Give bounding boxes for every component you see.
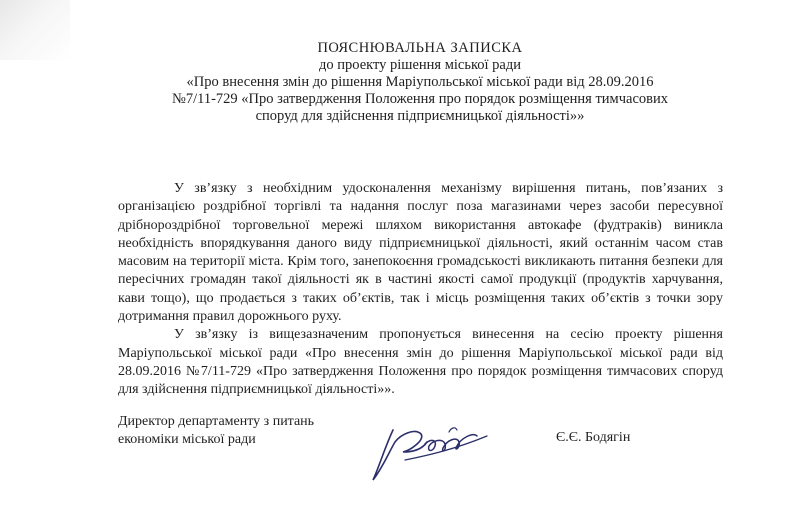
- document-header: [100, 40, 740, 125]
- position-line-2: економіки міської ради: [118, 432, 256, 447]
- subtitle-line-1: до проекту рішення міської ради: [319, 57, 521, 73]
- signer-name: Є.Є. Бодягін: [556, 430, 631, 445]
- paragraph-2: У зв’язку із вищезазначеним пропонується винесення на сесію проекту рішення Маріупольської міської ради «Про внесення змін до рішення Маріупольської міської ради від 28.09.2016 №7/11-729 «Про затвердження Положення про порядок розміщення тимчасових споруд для здійснення підприємницької діяльності»».: [118, 327, 723, 398]
- subtitle-line-2: «Про внесення змін до рішення Маріупольської міської ради від 28.09.2016: [186, 74, 654, 90]
- signature-position: [118, 413, 314, 449]
- handwritten-signature: [365, 412, 495, 487]
- subtitle-line-3: №7/11-729 «Про затвердження Положення про порядок розміщення тимчасових: [172, 91, 668, 107]
- paragraph-1: У зв’язку з необхідним удосконалення механізму вирішення питань, пов’язаних з організацією роздрібної торгівлі та надання послуг поза магазинами через засоби пересувної дрібнороздрібної торговельної мережі шляхом використання автокафе (фудтраків) виникла необхідність впорядкування даного виду підприємницької діяльності, який останнім часом став масовим на території міста. Крім того, занепокоєння громадськості викликають питання безпеки для пересічних громадян такої діяльності як в частині якості самої продукції (продуктів харчування, кави тощо), що продається з таких об’єктів, так і місць розміщення таких об’єктів з точки зору дотримання правил дорожнього руху.: [118, 181, 723, 325]
- position-line-1: Директор департаменту з питань: [118, 414, 315, 429]
- scan-edge-shadow: [0, 0, 70, 60]
- subtitle-line-4: споруд для здійснення підприємницької діяльності»»: [255, 108, 585, 124]
- document-title: ПОЯСНЮВАЛЬНА ЗАПИСКА: [317, 40, 523, 56]
- document-body: [118, 180, 723, 400]
